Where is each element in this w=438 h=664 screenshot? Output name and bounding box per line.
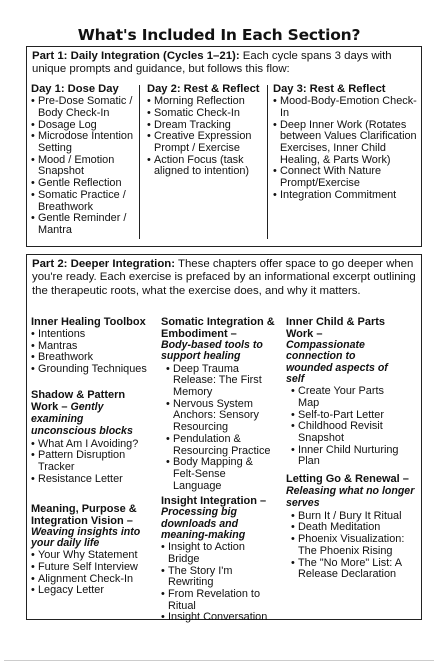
list-item: • Childhood Revisit Snapshot: [291, 421, 404, 444]
list-item: • Body Mapping & Felt-Sense Language: [166, 457, 277, 492]
column-divider: [267, 85, 268, 239]
day2-list: [147, 96, 265, 178]
list-item: • Nervous System Anchors: Sensory Resourcing: [166, 399, 277, 434]
section-subtitle: Body-based tools to support healing: [161, 339, 263, 363]
list-item: • The Story I'm Rewriting: [161, 566, 277, 589]
section-list: [286, 386, 404, 468]
part2-intro: [32, 258, 417, 298]
list-item: • Deep Trauma Release: The First Memory: [166, 364, 277, 399]
list-item: • Death Meditation: [291, 522, 418, 534]
list-item: • Intentions: [31, 329, 155, 341]
section-list: [161, 364, 277, 493]
section-subtitle: Weaving insights into your daily life: [31, 525, 141, 549]
day2-column: [147, 83, 265, 178]
list-item: • Alignment Check-In: [31, 574, 147, 586]
part1-box: [26, 46, 422, 247]
section-title: Insight Integration –: [161, 495, 267, 508]
part1-description: Each cycle spans 3 days with unique prompts and guidance, but follows this flow:: [32, 50, 392, 76]
list-item: • The "No More" List: A Release Declaration: [291, 558, 418, 581]
list-item: • Insight to Action Bridge: [161, 542, 277, 565]
list-item: • Dosage Log: [31, 120, 137, 132]
section-subtitle: Processing big downloads and meaning-making: [161, 506, 246, 541]
part2-column-2: [161, 316, 277, 624]
section-title: Letting Go & Renewal –: [286, 473, 409, 486]
section-title: Meaning, Purpose & Integration Vision –: [31, 502, 137, 527]
list-item: • Self-to-Part Letter: [291, 410, 404, 422]
list-item: • Mood-Body-Emotion Check-In: [273, 96, 419, 119]
list-item: • Mantras: [31, 341, 155, 353]
list-item: • Somatic Check-In: [147, 108, 265, 120]
list-item: • Future Self Interview: [31, 562, 147, 574]
day1-title: Day 1: Dose Day: [31, 83, 119, 95]
list-item: • Burn It / Bury It Ritual: [291, 511, 418, 523]
section-list: [31, 439, 139, 486]
list-item: • Mood / Emotion Snapshot: [31, 155, 137, 178]
section-insight-integration: [161, 495, 277, 624]
list-item: • Integration Commitment: [273, 190, 419, 202]
day3-list: [273, 96, 419, 201]
list-item: • Connect With Nature Prompt/Exercise: [273, 166, 419, 189]
day3-column: [273, 83, 419, 202]
section-subtitle: Releasing what no longer serves: [286, 485, 415, 510]
part1-heading: Part 1: Daily Integration (Cycles 1–21):: [32, 50, 240, 62]
section-shadow-pattern-work: [31, 389, 139, 486]
part1-intro: [32, 50, 417, 77]
part2-box: [26, 254, 422, 624]
list-item: • Create Your Parts Map: [291, 386, 404, 409]
section-title: Somatic Integration & Embodiment –: [161, 316, 275, 340]
section-list: [31, 550, 147, 597]
section-title: Shadow & Pattern Work –: [31, 388, 126, 413]
list-item: • Phoenix Visualization: The Phoenix Rising: [291, 534, 418, 557]
part2-heading: Part 2: Deeper Integration:: [32, 258, 176, 270]
list-item: • Morning Reflection: [147, 96, 265, 108]
section-title: Inner Healing Toolbox: [31, 316, 146, 328]
list-item: • Somatic Practice / Breathwork: [31, 190, 137, 213]
day2-title: Day 2: Rest & Reflect: [147, 83, 260, 95]
section-title: Inner Child & Parts Work –: [286, 316, 386, 340]
day1-column: [31, 83, 137, 237]
section-list: [161, 542, 277, 624]
list-item: • Grounding Techniques: [31, 364, 155, 376]
section-inner-healing-toolbox: [31, 316, 155, 376]
list-item: • What Am I Avoiding?: [31, 439, 139, 451]
column-divider: [139, 85, 140, 239]
list-item: • Action Focus (task aligned to intention): [147, 155, 265, 178]
section-subtitle: Compassionate connection to wounded aspects of self: [286, 339, 388, 385]
list-item: • Pendulation & Resourcing Practice: [166, 434, 277, 457]
list-item: • Dream Tracking: [147, 120, 265, 132]
section-list: [286, 511, 418, 581]
list-item: • Gentle Reminder / Mantra: [31, 213, 137, 236]
section-letting-go: [286, 473, 418, 581]
list-item: • Your Why Statement: [31, 550, 147, 562]
list-item: • Pattern Disruption Tracker: [31, 450, 139, 473]
list-item: • Deep Inner Work (Rotates between Values Clarification Exercises, Inner Child Healing, & Parts Work): [273, 120, 419, 167]
part2-column-3: [286, 316, 418, 581]
day3-title: Day 3: Rest & Reflect: [273, 83, 386, 95]
list-item: • Breathwork: [31, 352, 155, 364]
part2-column-1: [31, 316, 155, 597]
list-item: • Legacy Letter: [31, 585, 147, 597]
day1-list: [31, 96, 137, 236]
section-list: [31, 329, 155, 376]
list-item: • Creative Expression Prompt / Exercise: [147, 131, 265, 154]
part2-description: These chapters offer space to go deeper when you're ready. Each exercise is prefaced by an informational excerpt outlining the therapeutic roots, what the exercise does, and why it matters.: [32, 258, 416, 297]
list-item: • Gentle Reflection: [31, 178, 137, 190]
section-subtitle: Gently examining unconscious blocks: [31, 400, 133, 438]
list-item: • Inner Child Nurturing Plan: [291, 445, 404, 468]
bottom-divider: [4, 660, 434, 661]
list-item: • Insight Conversation: [161, 612, 277, 624]
list-item: • Microdose Intention Setting: [31, 131, 137, 154]
section-somatic-integration: [161, 316, 277, 492]
list-item: • From Revelation to Ritual: [161, 589, 277, 612]
section-inner-child-parts: [286, 316, 404, 468]
list-item: • Pre-Dose Somatic / Body Check-In: [31, 96, 137, 119]
page-title: What's Included In Each Section?: [77, 26, 361, 44]
section-meaning-purpose: [31, 503, 147, 597]
list-item: • Resistance Letter: [31, 474, 139, 486]
